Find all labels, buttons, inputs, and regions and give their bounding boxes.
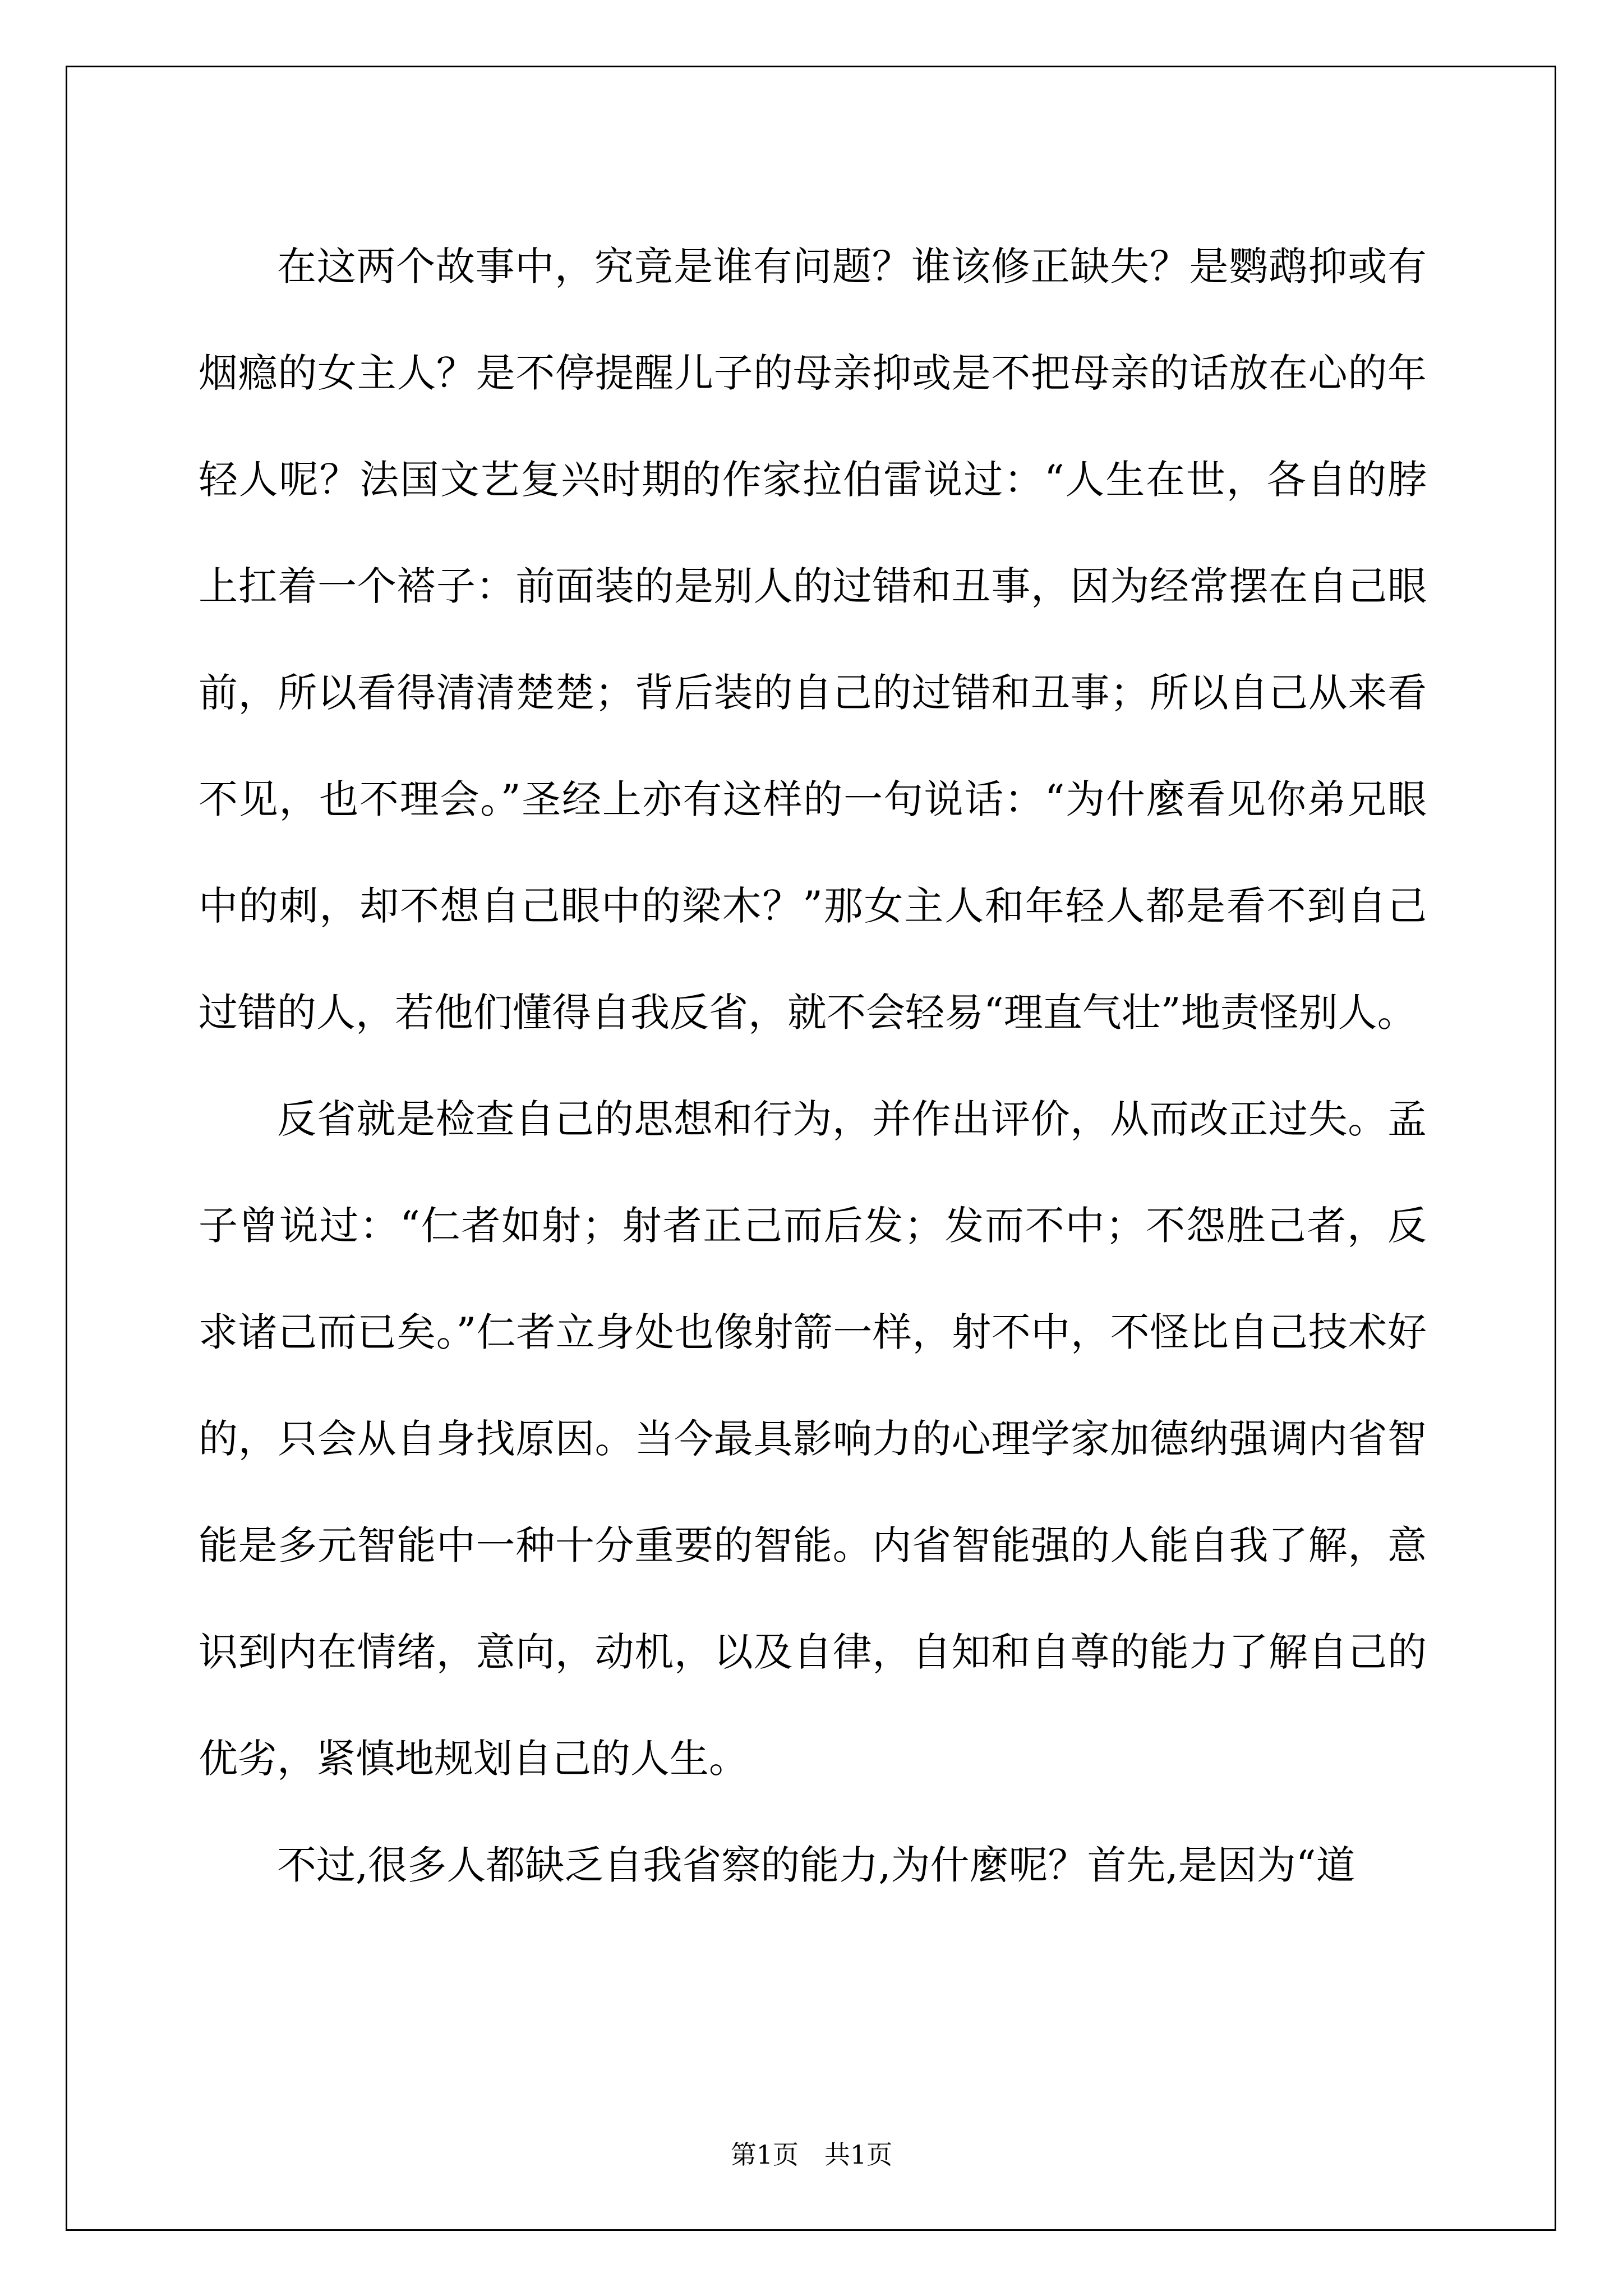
paragraph-3: 不过,很多人都缺乏自我省察的能力,为什麼呢？首先,是因为“道 xyxy=(277,1842,1355,1888)
document-body xyxy=(199,213,1427,1918)
paragraph-2: 反省就是检查自己的思想和行为，并作出评价，从而改正过失。孟子曾说过：“仁者如射；射者正己而后发；发而不中；不怨胜己者，反求诸己而已矣。”仁者立身处也像射箭一样，射不中，不怪比自己技术好的，只会从自身找原因。当今最具影响力的心理学家加德纳强调内省智能是多元智能中一种十分重要的智能。内省智能强的人能自我了解，意识到内在情绪，意向，动机，以及自律，自知和自尊的能力了解自己的优劣，紧慎地规划自己的人生。 xyxy=(199,1096,1427,1782)
page-number-footer: 第1页 共1页 xyxy=(730,2139,893,2170)
paragraph-1: 在这两个故事中，究竟是谁有问题？谁该修正缺失？是鹦鹉抑或有烟瘾的女主人？是不停提醒儿子的母亲抑或是不把母亲的话放在心的年轻人呢？法国文艺复兴时期的作家拉伯雷说过：“人生在世，各自的脖上扛着一个褡子：前面装的是别人的过错和丑事，因为经常摆在自己眼前，所以看得清清楚楚；背后装的自己的过错和丑事；所以自己从来看不见，也不理会。”圣经上亦有这样的一句说话：“为什麼看见你弟兄眼中的刺，却不想自己眼中的梁木？”那女主人和年轻人都是看不到自己过错的人，若他们懂得自我反省，就不会轻易“理直气壮”地责怪别人。 xyxy=(199,243,1427,1036)
